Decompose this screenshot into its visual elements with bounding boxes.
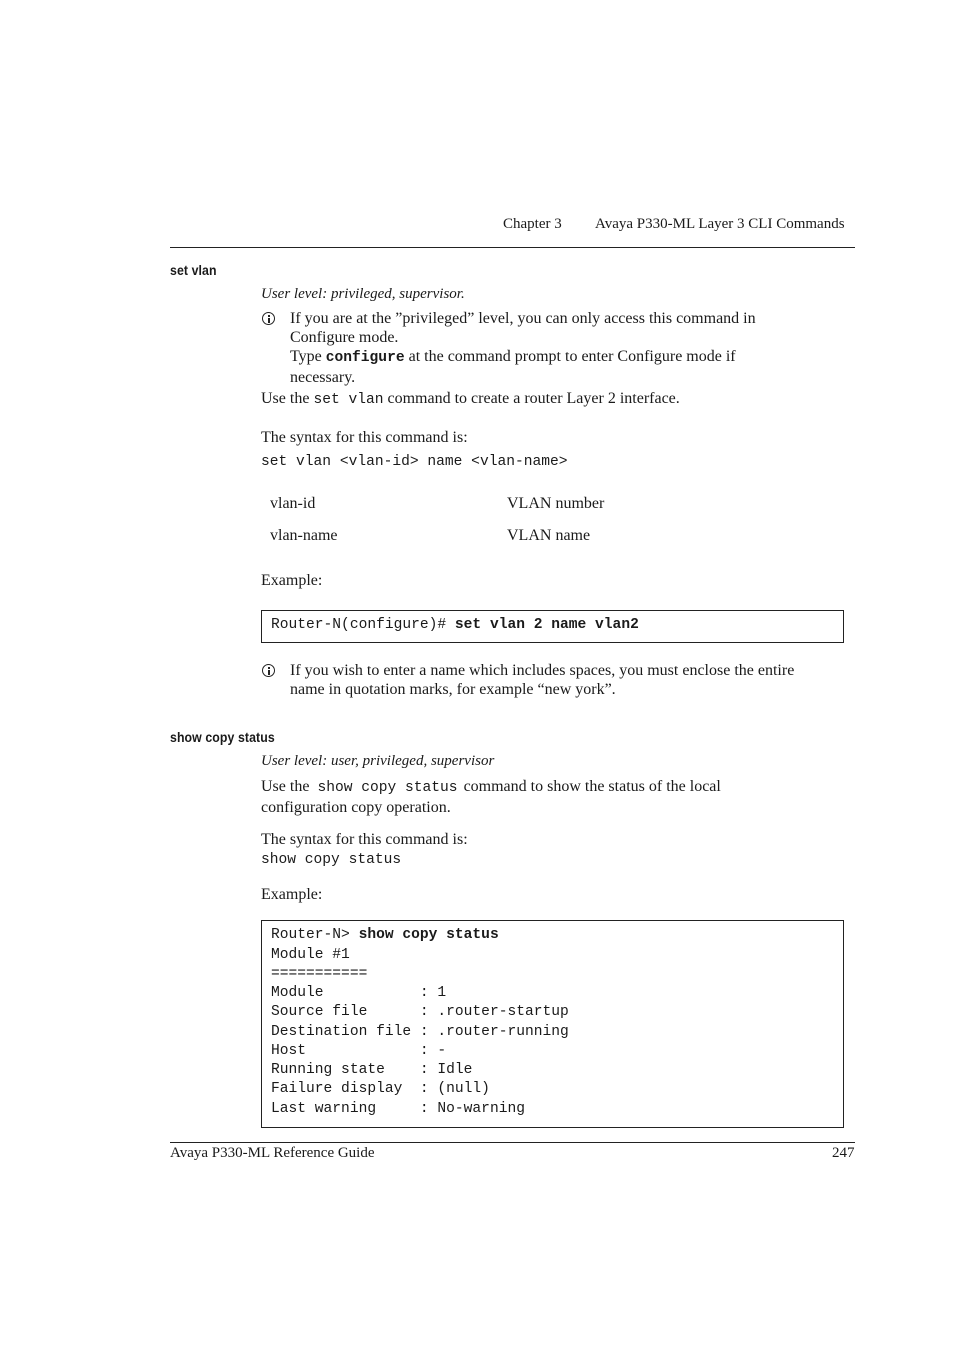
param-desc: VLAN name bbox=[507, 527, 591, 544]
footer-rule bbox=[170, 1142, 855, 1143]
cli-command: set vlan 2 name vlan2 bbox=[454, 617, 639, 633]
syntax-intro: The syntax for this command is: bbox=[261, 831, 468, 848]
param-name: vlan-name bbox=[270, 527, 338, 544]
output-line: Running state : Idle bbox=[271, 1062, 473, 1078]
note-line bbox=[290, 347, 756, 368]
note-line: necessary. bbox=[290, 369, 356, 386]
code-line bbox=[271, 927, 499, 943]
note-text: at the command prompt to enter Configure mode if bbox=[404, 348, 736, 365]
param-desc: VLAN number bbox=[507, 495, 605, 512]
note-line: Configure mode. bbox=[290, 329, 399, 346]
example-label: Example: bbox=[261, 572, 323, 589]
desc-text: Use the bbox=[261, 390, 314, 407]
desc-text: command to show the status of the local bbox=[459, 778, 721, 795]
set-vlan-inline-command: set vlan bbox=[313, 392, 384, 408]
output-line: Module : 1 bbox=[271, 985, 447, 1001]
code-example-set-vlan bbox=[261, 610, 844, 643]
page-number: 247 bbox=[832, 1145, 855, 1161]
info-icon bbox=[262, 312, 275, 325]
section-heading-set-vlan: set vlan bbox=[170, 262, 217, 278]
code-example-show-copy bbox=[261, 920, 844, 1128]
syntax-line: show copy status bbox=[261, 852, 402, 868]
note-spaces bbox=[290, 661, 794, 699]
desc-line: configuration copy operation. bbox=[261, 799, 451, 816]
set-vlan-description bbox=[261, 390, 680, 408]
output-line: Destination file : .router-running bbox=[271, 1024, 569, 1040]
show-copy-description bbox=[261, 777, 721, 817]
running-header-title: Avaya P330-ML Layer 3 CLI Commands bbox=[595, 216, 845, 232]
output-line: =========== bbox=[271, 966, 368, 982]
output-line: Source file : .router-startup bbox=[271, 1004, 569, 1020]
header-rule bbox=[170, 247, 855, 248]
output-line: Failure display : (null) bbox=[271, 1081, 490, 1097]
show-copy-inline-command: show copy status bbox=[317, 780, 458, 796]
section-heading-show-copy-status: show copy status bbox=[170, 729, 275, 745]
user-level-show-copy: User level: user, privileged, supervisor bbox=[261, 753, 495, 769]
cli-command: show copy status bbox=[358, 927, 499, 943]
code-line bbox=[271, 617, 639, 633]
output-line: Last warning : No-warning bbox=[271, 1101, 525, 1117]
note-line: name in quotation marks, for example “new york”. bbox=[290, 681, 616, 698]
note-line: If you are at the ”privileged” level, you can only access this command in bbox=[290, 310, 756, 327]
output-line: Module #1 bbox=[271, 947, 350, 963]
note-text: Type bbox=[290, 348, 326, 365]
desc-text: Use the bbox=[261, 778, 314, 795]
syntax-intro: The syntax for this command is: bbox=[261, 429, 468, 446]
output-line: Host : - bbox=[271, 1043, 447, 1059]
param-name: vlan-id bbox=[270, 495, 316, 512]
footer-guide-title: Avaya P330-ML Reference Guide bbox=[170, 1145, 375, 1161]
cli-prompt: Router-N> bbox=[271, 927, 359, 943]
user-level-set-vlan: User level: privileged, supervisor. bbox=[261, 286, 465, 302]
note-privileged bbox=[290, 309, 756, 387]
running-header-chapter: Chapter 3 bbox=[503, 216, 562, 232]
syntax-line: set vlan <vlan-id> name <vlan-name> bbox=[261, 454, 568, 470]
info-icon bbox=[262, 664, 275, 677]
cli-prompt: Router-N(configure)# bbox=[271, 617, 455, 633]
desc-line bbox=[261, 777, 721, 798]
example-label: Example: bbox=[261, 886, 323, 903]
desc-text: command to create a router Layer 2 interface. bbox=[383, 390, 680, 407]
note-line: If you wish to enter a name which includes spaces, you must enclose the entire bbox=[290, 662, 795, 679]
configure-command: configure bbox=[325, 350, 405, 366]
